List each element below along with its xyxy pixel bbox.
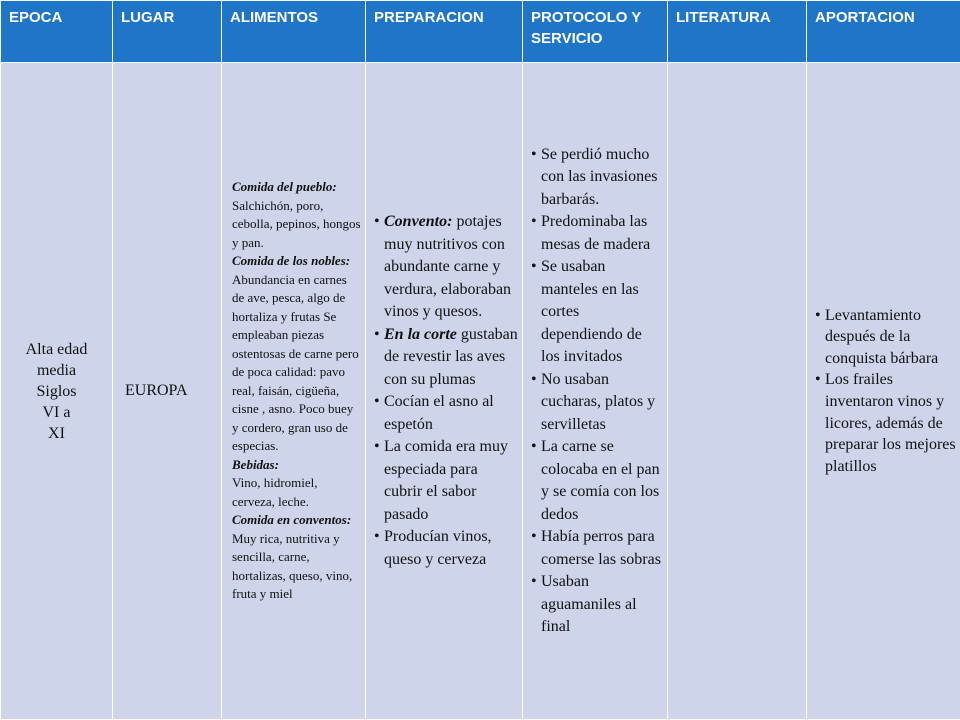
header-lugar: LUGAR [113,1,222,63]
section-text: Abundancia en carnes de ave, pesca, algo de hortaliza y frutas Se empleaban piezas ostentosas de carne pero de poca calidad: pavo real, faisán, cigüeña, cisne , asno. Poco buey y cordero, gran uso de especias. [232,271,359,454]
alimentos-section [232,511,361,604]
epoca-line: media [36,361,77,379]
list-item: • La carne se colocaba en el pan y se comía con los dedos [531,436,663,526]
section-heading: Comida del pueblo: [232,179,337,195]
item-text: La comida era muy especiada para cubrir el sabor pasado [384,438,508,523]
header-row [1,1,960,63]
item-text: Cocían el asno al espetón [384,393,494,433]
header-alimentos: ALIMENTOS [222,1,366,63]
list-item: • Se perdió mucho con las invasiones barbarás. [531,144,663,212]
list-item: • Había perros para comerse las sobras [531,526,663,571]
header-aportacion: APORTACION [807,1,960,63]
list-item [374,211,518,324]
section-heading: Comida en conventos: [232,512,352,528]
header-literatura: LITERATURA [668,1,807,63]
protocolo-list [531,144,663,639]
lugar-text: EUROPA [125,382,188,399]
cell-aportacion [807,63,960,720]
aportacion-list [815,305,956,478]
list-item [374,526,518,571]
cell-epoca [1,63,113,720]
list-item: • No usaban cucharas, platos y servilletas [531,369,663,437]
list-item: • Los frailes inventaron vinos y licores, además de preparar los mejores platillos [815,369,956,477]
section-heading: Comida de los nobles: [232,253,351,269]
item-lead: Convento: [384,213,453,230]
cell-literatura [668,63,807,720]
epoca-line: Siglos [36,382,77,400]
epoca-line: VI a [42,403,71,421]
epoca-line: Alta edad [25,340,88,358]
preparacion-list [374,211,518,571]
list-item [374,391,518,436]
cell-alimentos [222,63,366,720]
list-item: • Usaban aguamaniles al final [531,571,663,639]
section-heading: Bebidas: [232,456,279,472]
epoca-line: XI [48,424,65,442]
section-text: Muy rica, nutritiva y sencilla, carne, hortalizas, queso, vino, fruta y miel [232,530,353,602]
cell-protocolo [523,63,668,720]
item-text: gustaban de revestir las aves con su plumas [384,325,518,388]
list-item [374,324,518,392]
item-text: potajes muy nutritivos con abundante carne y verdura, elaboraban vinos y quesos. [384,213,512,320]
list-item [374,436,518,526]
alimentos-section [232,252,361,456]
list-item: • Se usaban manteles en las cortes dependiendo de los invitados [531,256,663,369]
list-item: • Levantamiento después de la conquista bárbara [815,305,956,370]
table-row [1,63,960,720]
list-item: • Predominaba las mesas de madera [531,211,663,256]
item-lead: En la corte [384,325,457,343]
item-text: Producían vinos, queso y cerveza [384,528,492,568]
header-epoca: EPOCA [1,1,113,63]
cell-lugar [113,63,222,720]
header-protocolo: PROTOCOLO Y SERVICIO [523,1,668,63]
section-text: Salchichón, poro, cebolla, pepinos, hongos y pan. [232,197,361,250]
cell-preparacion [366,63,523,720]
header-preparacion: PREPARACION [366,1,523,63]
alimentos-section [232,178,361,252]
section-text: Vino, hidromiel, cerveza, leche. [232,475,318,509]
alimentos-section [232,456,361,512]
